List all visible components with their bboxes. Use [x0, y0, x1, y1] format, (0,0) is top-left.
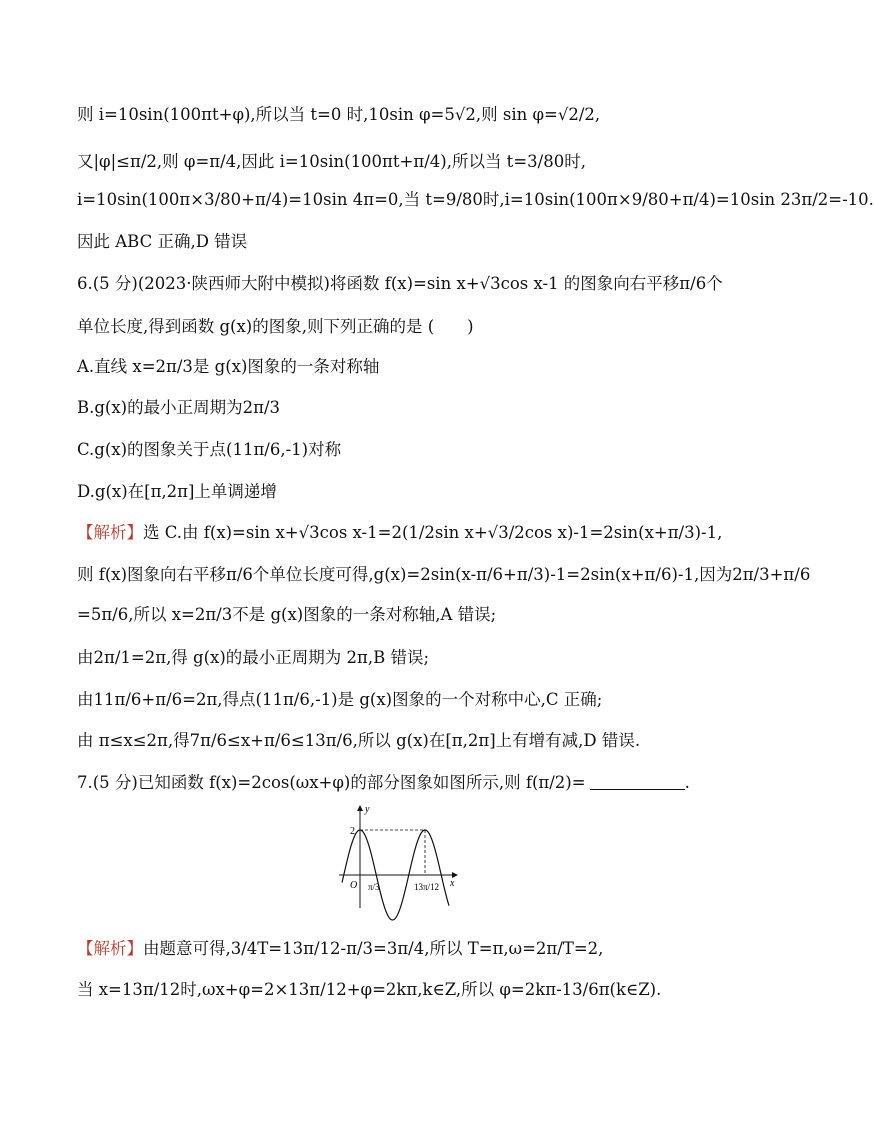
option-c: C.g(x)的图象关于点(11π/6,-1)对称: [77, 440, 342, 459]
question-7-stem: [77, 771, 754, 795]
solution-6-line-5: 由11π/6+π/6=2π,得点(11π/6,-1)是 g(x)图象的一个对称中心,C 正确;: [77, 690, 603, 709]
solution-6-line-6: 由 π≤x≤2π,得7π/6≤x+π/6≤13π/6,所以 g(x)在[π,2π]上有增有减,D 错误.: [77, 731, 641, 750]
y-axis-label: y: [365, 804, 370, 815]
solution-5-line-1: 则 i=10sin(100πt+φ),所以当 t=0 时,10sin φ=5√2,则 sin φ=√2/2,: [77, 105, 601, 124]
x-tick-label-2: 13π/12: [414, 882, 440, 892]
question-6-stem-2: 单位长度,得到函数 g(x)的图象,则下列正确的是 ( ): [77, 317, 474, 336]
answer-blank[interactable]: [590, 773, 685, 790]
solution-6-text: 选 C.由 f(x)=sin x+√3cos x-1=2(1/2sin x+√3/2cos x)-1=2sin(x+π/3)-1,: [143, 523, 723, 542]
option-d: D.g(x)在[π,2π]上单调递增: [77, 482, 277, 501]
solution-tag: 【解析】: [77, 940, 143, 958]
option-a: A.直线 x=2π/3是 g(x)图象的一条对称轴: [77, 357, 380, 376]
solution-tag: 【解析】: [77, 524, 143, 542]
solution-7-text: 由题意可得,3/4T=13π/12-π/3=3π/4,所以 T=π,ω=2π/T=2,: [143, 939, 604, 958]
solution-6-line-3: =5π/6,所以 x=2π/3不是 g(x)图象的一条对称轴,A 错误;: [77, 605, 497, 624]
cosine-graph: [325, 800, 465, 912]
solution-6-line-2: 则 f(x)图象向右平移π/6个单位长度可得,g(x)=2sin(x-π/6+π/3)-1=2sin(x+π/6)-1,因为2π/3+π/6: [77, 565, 811, 584]
solution-5-line-2: 又|φ|≤π/2,则 φ=π/4,因此 i=10sin(100πt+π/4),所以当 t=3/80时,: [77, 152, 586, 171]
solution-7-line-1: [77, 937, 754, 961]
solution-5-line-4: 因此 ABC 正确,D 错误: [77, 232, 248, 251]
question-7-end: .: [684, 773, 690, 792]
solution-7-line-2: 当 x=13π/12时,ωx+φ=2×13π/12+φ=2kπ,k∈Z,所以 φ=2kπ-13/6π(k∈Z).: [77, 980, 662, 999]
solution-6-line-1: [77, 521, 754, 545]
solution-5-line-3: i=10sin(100π×3/80+π/4)=10sin 4π=0,当 t=9/80时,i=10sin(100π×9/80+π/4)=10sin 23π/2=-10.: [77, 190, 874, 209]
option-b: B.g(x)的最小正周期为2π/3: [77, 398, 281, 417]
x-tick-label-1: π/3: [368, 882, 380, 892]
origin-label: O: [350, 880, 358, 891]
y-tick-label: 2: [350, 826, 355, 837]
question-7-text: 7.(5 分)已知函数 f(x)=2cos(ωx+φ)的部分图象如图所示,则 f(π/2)=: [77, 773, 586, 792]
question-6-stem: 6.(5 分)(2023·陕西师大附中模拟)将函数 f(x)=sin x+√3cos x-1 的图象向右平移π/6个: [77, 274, 723, 293]
solution-6-line-4: 由2π/1=2π,得 g(x)的最小正周期为 2π,B 错误;: [77, 648, 430, 667]
cosine-graph-figure: [325, 800, 465, 912]
x-axis-label: x: [450, 878, 455, 889]
